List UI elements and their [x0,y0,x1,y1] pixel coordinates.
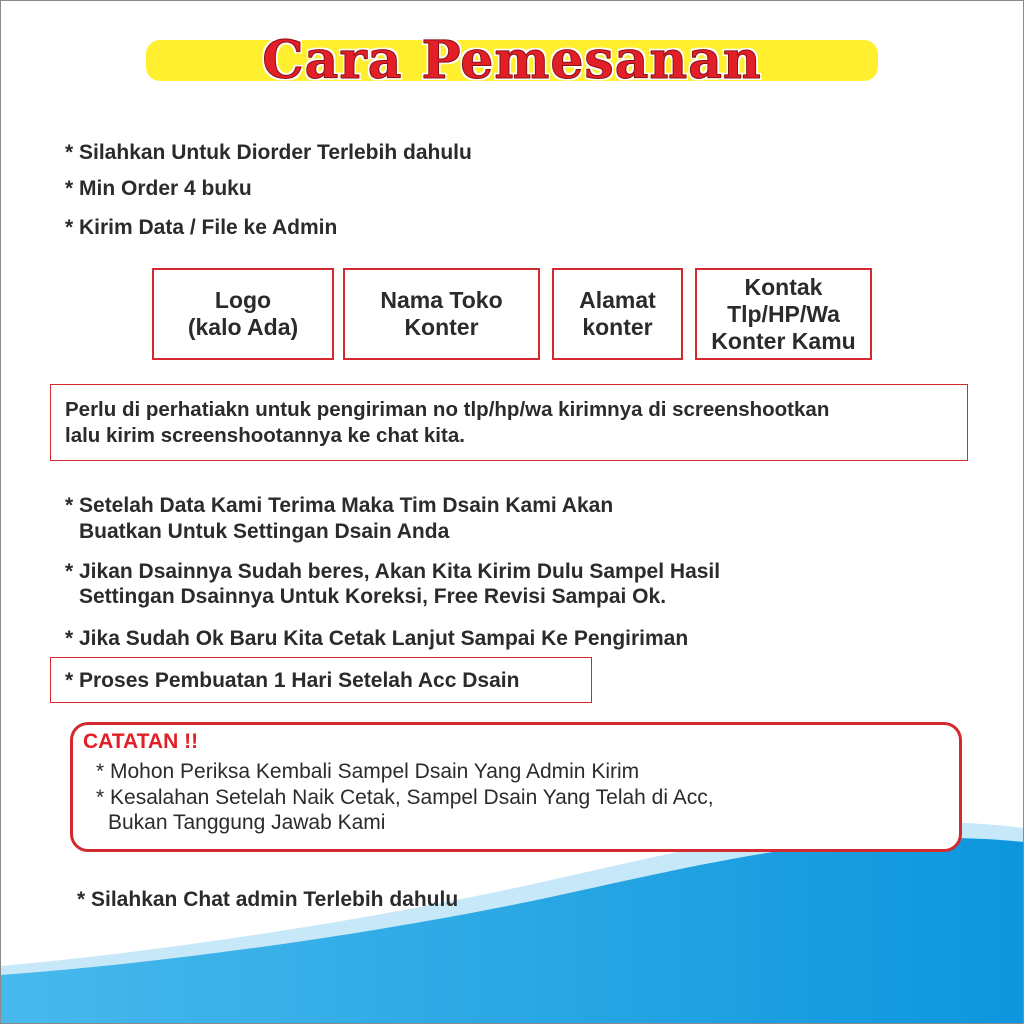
notice-line: lalu kirim screenshootannya ke chat kita. [65,424,465,447]
data-box-store-name: Nama Toko Konter [343,268,540,360]
intro-step: * Silahkan Untuk Diorder Terlebih dahulu [65,141,472,164]
intro-step: * Min Order 4 buku [65,177,252,200]
process-step-cont: Settingan Dsainnya Untuk Koreksi, Free Revisi Sampai Ok. [79,585,667,608]
catatan-item: * Mohon Periksa Kembali Sampel Dsain Yang Admin Kirim [96,760,640,783]
notice-line: Perlu di perhatiakn untuk pengiriman no tlp/hp/wa kirimnya di screenshootkan [65,398,830,421]
data-box-store-address: Alamat konter [552,268,683,360]
process-step: * Setelah Data Kami Terima Maka Tim Dsain Kami Akan [65,494,614,517]
proses-note: * Proses Pembuatan 1 Hari Setelah Acc Dsain [65,669,520,692]
catatan-item: * Kesalahan Setelah Naik Cetak, Sampel Dsain Yang Telah di Acc, [96,786,714,809]
catatan-title: CATATAN !! [83,730,199,753]
catatan-box [70,722,962,852]
process-step: * Jika Sudah Ok Baru Kita Cetak Lanjut Sampai Ke Pengiriman [65,627,689,650]
footer-text: * Silahkan Chat admin Terlebih dahulu [77,888,459,911]
page-title: Cara Pemesanan [262,30,762,91]
screenshot-notice [50,384,968,461]
data-box-logo: Logo (kalo Ada) [152,268,334,360]
catatan-item-cont: Bukan Tanggung Jawab Kami [108,811,386,834]
data-box-contact: Kontak Tlp/HP/Wa Konter Kamu [695,268,872,360]
process-step-cont: Buatkan Untuk Settingan Dsain Anda [79,520,450,543]
intro-step: * Kirim Data / File ke Admin [65,216,338,239]
process-step: * Jikan Dsainnya Sudah beres, Akan Kita Kirim Dulu Sampel Hasil [65,560,721,583]
